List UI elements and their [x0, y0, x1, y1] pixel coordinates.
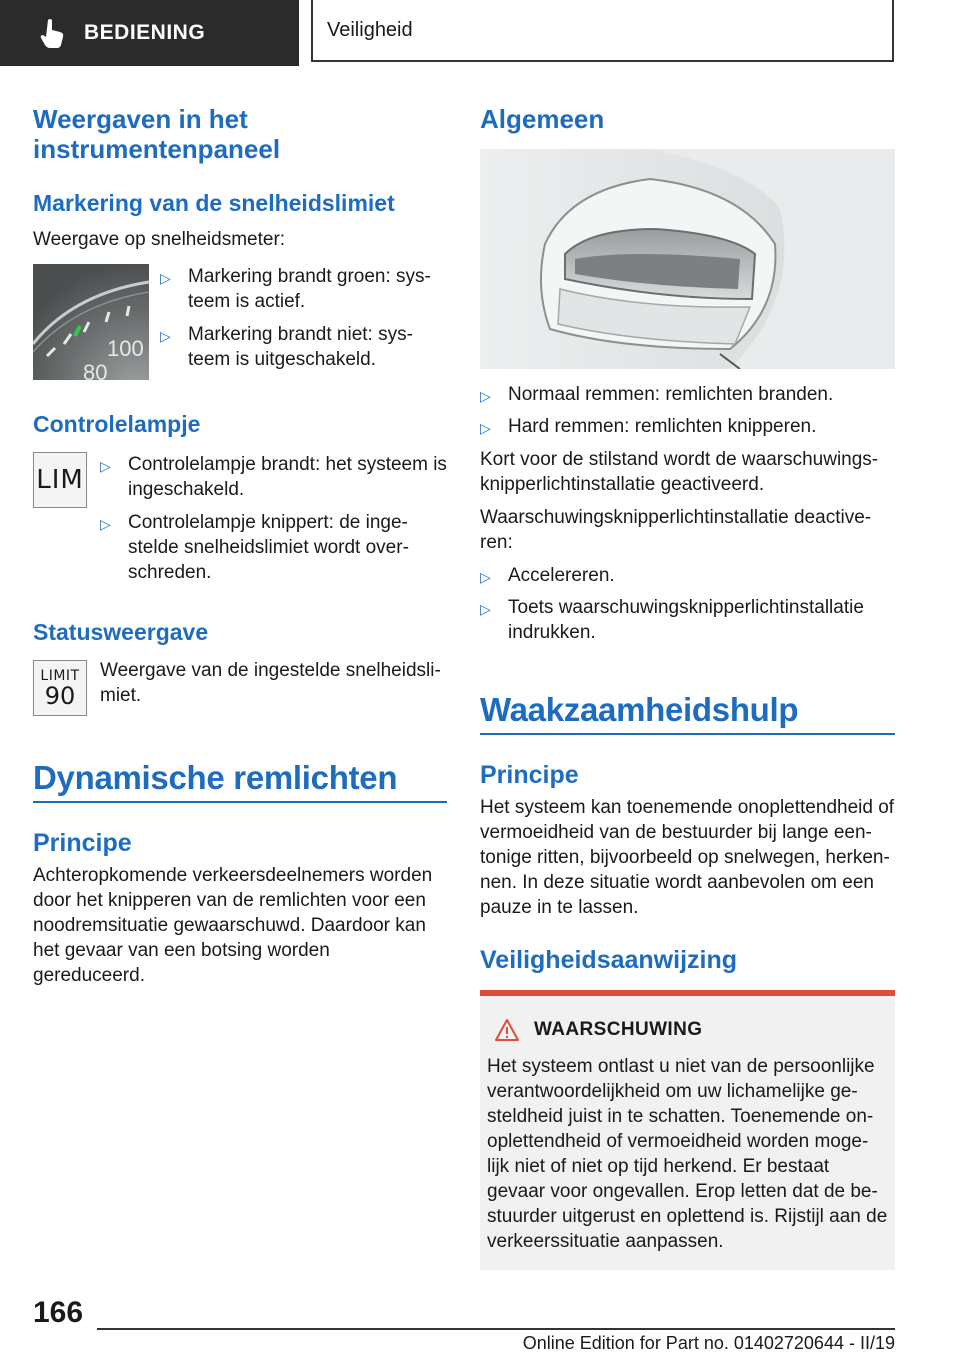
list-item: ▷ Accelereren. [480, 563, 895, 588]
speed-limit-intro: Weergave op snelheidsmeter: [33, 229, 286, 250]
indicator-bullets [100, 452, 447, 585]
indicator-section [33, 410, 447, 438]
section-label: BEDIENING [84, 21, 206, 44]
gauge-label-80: 80 [83, 360, 108, 380]
status-title: Statusweergave [33, 619, 209, 645]
attention-principle-title: Principe [480, 761, 579, 789]
page-header [0, 0, 960, 66]
speedometer-image [33, 264, 149, 380]
page-number: 166 [33, 1296, 84, 1329]
brake-light-image [480, 149, 895, 369]
speed-limit-section [33, 189, 447, 252]
warning-text: Het systeem ontlast u niet van de persoonlijke verantwoordelijkheid om uw lichamelijke ge-steldheid juist in te schatten. Toenemende on-oplettendheid of vermoeidheid worden moge-lijk niet of niet op tijd herkend. Er bestaat gevaar voor ongevallen. Erop letten dat de be-stuurder uitgerust en oplettend is. Rijstijl aan de verkeerssituatie aanpassen. [487, 1056, 888, 1252]
footer-rule [97, 1328, 895, 1330]
lim-icon-text: LIM [36, 465, 84, 495]
triangle-bullet-icon: ▷ [480, 569, 491, 585]
section-title-displays: Weergaven in het instrumentenpaneel [33, 104, 281, 164]
triangle-bullet-icon: ▷ [480, 601, 491, 617]
speed-limit-bullets [160, 264, 447, 372]
general-title: Algemeen [480, 104, 605, 134]
list-item: ▷ Hard remmen: remlichten knipperen. [480, 414, 895, 439]
hand-pointer-icon [40, 18, 66, 48]
brake-lights-principle-title: Principe [33, 829, 132, 857]
indicator-title: Controlelampje [33, 411, 201, 437]
lim-indicator-icon [33, 452, 87, 508]
triangle-bullet-icon: ▷ [480, 420, 491, 436]
brake-lights-section [33, 758, 447, 988]
chapter-tab [311, 0, 894, 62]
section-rule [33, 801, 447, 803]
general-paragraph-1: Kort voor de stilstand wordt de waarschuwings-knipperlichtinstallatie geactiveerd. [480, 449, 879, 495]
section-tab [0, 0, 299, 66]
warning-triangle-icon [494, 1018, 520, 1042]
list-item: ▷ Markering brandt niet: sys-teem is uitgeschakeld. [160, 324, 413, 370]
status-section [33, 618, 447, 646]
triangle-bullet-icon: ▷ [100, 458, 111, 474]
list-item: ▷ Controlelampje brandt: het systeem is ingeschakeld. [100, 454, 447, 500]
attention-section [480, 690, 895, 974]
triangle-bullet-icon: ▷ [480, 388, 491, 404]
limit-icon-top: LIMIT [40, 668, 80, 684]
list-item: ▷ Toets waarschuwingsknipperlichtinstallatie indrukken. [480, 597, 864, 643]
triangle-bullet-icon: ▷ [160, 328, 171, 344]
list-item: ▷ Normaal remmen: remlichten branden. [480, 382, 895, 407]
gauge-label-100: 100 [107, 336, 144, 361]
general-paragraph-2: Waarschuwingsknipperlichtinstallatie deactive-ren: [480, 507, 872, 553]
brake-lights-title: Dynamische remlichten [33, 759, 398, 796]
chapter-label: Veiligheid [327, 18, 413, 41]
warning-header [494, 1018, 702, 1042]
safety-title: Veiligheidsaanwijzing [480, 946, 738, 974]
limit-90-icon [33, 660, 87, 716]
list-item: ▷ Markering brandt groen: sys-teem is actief. [160, 266, 431, 312]
limit-icon-bottom: 90 [44, 682, 76, 710]
brake-lights-text: Achteropkomende verkeersdeelnemers worden door het knipperen van de remlichten voor een noodremsituatie gewaarschuwd. Daardoor kan het gevaar van een botsing worden gereduceerd. [33, 865, 433, 986]
attention-text: Het systeem kan toenemende onoplettendheid of vermoeidheid van de bestuurder bij lange een-tonige ritten, bijvoorbeeld op snelwegen, herken-nen. In deze situatie wordt aanbevolen om een pauze in te lassen. [480, 797, 895, 918]
footer-edition: Online Edition for Part no. 01402720644 - II/19 [522, 1333, 895, 1353]
left-column [33, 104, 447, 164]
general-content [480, 382, 895, 645]
triangle-bullet-icon: ▷ [100, 516, 111, 532]
speed-limit-title: Markering van de snelheidslimiet [33, 190, 395, 216]
warning-label: WAARSCHUWING [534, 1019, 703, 1040]
status-text: Weergave van de ingestelde snelheidsli-miet. [100, 660, 441, 706]
general-section [480, 104, 895, 134]
attention-title: Waakzaamheidshulp [480, 691, 799, 728]
section-rule [480, 733, 895, 735]
triangle-bullet-icon: ▷ [160, 270, 171, 286]
list-item: ▷ Controlelampje knippert: de inge-stelde snelheidslimiet wordt over-schreden. [100, 512, 409, 583]
warning-box [480, 990, 895, 1270]
